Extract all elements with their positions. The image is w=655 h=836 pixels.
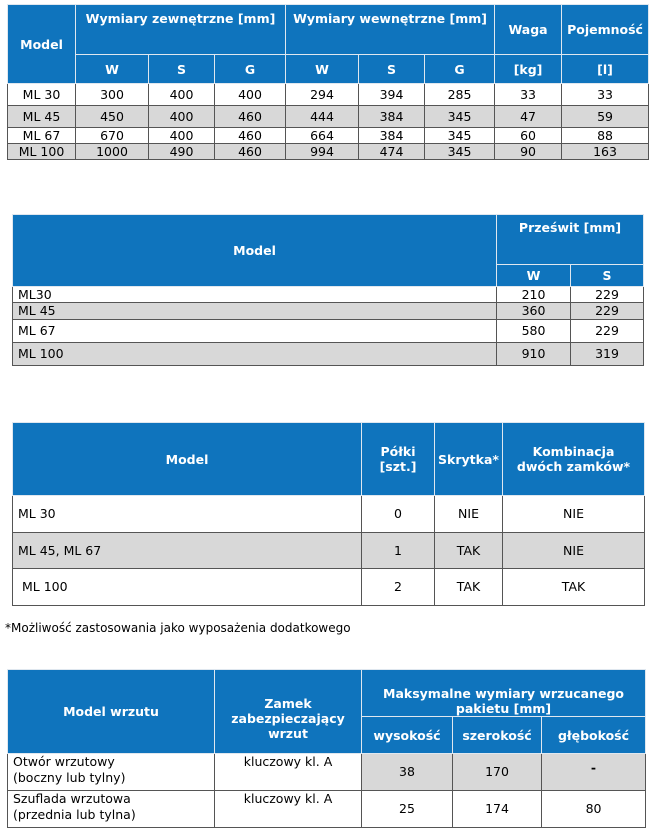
cell: TAK	[503, 569, 645, 606]
cell: 460	[215, 128, 286, 144]
cell: ML 100	[8, 144, 76, 160]
cell: 345	[425, 128, 495, 144]
slot-model-line2: (boczny lub tylny)	[13, 770, 126, 785]
cell: 170	[453, 754, 542, 791]
table-row	[13, 320, 644, 343]
subheader: W	[286, 55, 359, 84]
header-model: Model	[8, 5, 76, 84]
cell: 580	[497, 320, 571, 343]
cell: 80	[542, 791, 646, 828]
header-slot-model: Model wrzutu	[8, 670, 215, 754]
table-row	[8, 84, 649, 106]
cell: 360	[497, 303, 571, 320]
cell: 460	[215, 106, 286, 128]
slot-model-line1: Szuflada wrzutowa	[13, 791, 131, 806]
cell: 384	[359, 128, 425, 144]
cell: 38	[362, 754, 453, 791]
cell: 229	[571, 303, 644, 320]
cell: 33	[562, 84, 649, 106]
subheader: [kg]	[495, 55, 562, 84]
dimensions-table	[7, 4, 649, 160]
slot-model-line2: (przednia lub tylna)	[13, 807, 136, 822]
cell: 300	[76, 84, 149, 106]
cell: TAK	[435, 569, 503, 606]
cell: 994	[286, 144, 359, 160]
header-max-line1: Maksymalne wymiary wrzucanego	[383, 686, 625, 701]
equipment-table	[12, 422, 645, 606]
header-lock-line2: zabezpieczający	[231, 711, 345, 726]
cell: ML 45	[8, 106, 76, 128]
cell: 90	[495, 144, 562, 160]
cell: 400	[215, 84, 286, 106]
cell: 294	[286, 84, 359, 106]
subheader: G	[215, 55, 286, 84]
header-lock-combination	[503, 423, 645, 496]
cell: 229	[571, 320, 644, 343]
clearance-table	[12, 214, 644, 366]
subheader: G	[425, 55, 495, 84]
header-clearance: Prześwit [mm]	[497, 215, 644, 265]
footnote: *Możliwość zastosowania jako wyposażenia dodatkowego	[5, 621, 351, 635]
cell: 210	[497, 287, 571, 303]
table-row	[13, 343, 644, 366]
table-row	[8, 754, 646, 791]
cell: ML 30	[8, 84, 76, 106]
table-row	[8, 791, 646, 828]
cell: 664	[286, 128, 359, 144]
cell: 394	[359, 84, 425, 106]
table-row	[13, 533, 645, 569]
cell: 345	[425, 106, 495, 128]
cell: 285	[425, 84, 495, 106]
cell: 33	[495, 84, 562, 106]
cell: -	[542, 754, 646, 791]
subheader: S	[571, 265, 644, 287]
cell: 60	[495, 128, 562, 144]
cell: 2	[362, 569, 435, 606]
cell: 450	[76, 106, 149, 128]
table-row	[13, 303, 644, 320]
subheader-width: szerokość	[453, 717, 542, 754]
header-max-line2: pakietu [mm]	[455, 701, 552, 716]
cell: 910	[497, 343, 571, 366]
table-row	[13, 496, 645, 533]
header-lock-line3: wrzut	[268, 726, 308, 741]
header-shelves-line1: Półki	[380, 444, 416, 459]
cell-slot-model	[8, 791, 215, 828]
header-combo-line1: Kombinacja	[532, 444, 615, 459]
cell: 163	[562, 144, 649, 160]
cell: ML 100	[13, 569, 362, 606]
table-row	[8, 128, 649, 144]
subheader-depth: głębokość	[542, 717, 646, 754]
cell: ML 67	[13, 320, 497, 343]
cell: NIE	[503, 496, 645, 533]
header-hidden-box: Skrytka*	[435, 423, 503, 496]
table-row	[8, 144, 649, 160]
slot-model-line1: Otwór wrzutowy	[13, 754, 115, 769]
cell: 345	[425, 144, 495, 160]
cell: ML 30	[13, 496, 362, 533]
header-max-dimensions	[362, 670, 646, 717]
cell: 400	[149, 128, 215, 144]
cell: TAK	[435, 533, 503, 569]
cell: 88	[562, 128, 649, 144]
cell: ML 45, ML 67	[13, 533, 362, 569]
header-shelves	[362, 423, 435, 496]
cell: 444	[286, 106, 359, 128]
table-row	[8, 106, 649, 128]
header-model: Model	[13, 215, 497, 287]
cell: 490	[149, 144, 215, 160]
header-model: Model	[13, 423, 362, 496]
subheader: W	[497, 265, 571, 287]
header-inner-dimensions: Wymiary wewnętrzne [mm]	[286, 5, 495, 55]
subheader: W	[76, 55, 149, 84]
cell: NIE	[503, 533, 645, 569]
cell-lock: kluczowy kl. A	[215, 791, 362, 828]
subheader-height: wysokość	[362, 717, 453, 754]
cell: 1000	[76, 144, 149, 160]
header-outer-dimensions: Wymiary zewnętrzne [mm]	[76, 5, 286, 55]
table-row	[13, 287, 644, 303]
cell: ML 45	[13, 303, 497, 320]
subheader: S	[149, 55, 215, 84]
cell: 670	[76, 128, 149, 144]
cell-lock: kluczowy kl. A	[215, 754, 362, 791]
cell: 319	[571, 343, 644, 366]
cell: NIE	[435, 496, 503, 533]
cell: 384	[359, 106, 425, 128]
table-row	[13, 569, 645, 606]
cell: 59	[562, 106, 649, 128]
header-lock-line1: Zamek	[264, 696, 312, 711]
deposit-slot-table	[7, 669, 646, 828]
header-combo-line2: dwóch zamków*	[516, 459, 631, 474]
cell: ML 100	[13, 343, 497, 366]
cell: 174	[453, 791, 542, 828]
cell: 0	[362, 496, 435, 533]
header-lock	[215, 670, 362, 754]
subheader: S	[359, 55, 425, 84]
cell: ML 67	[8, 128, 76, 144]
cell: 25	[362, 791, 453, 828]
cell: 1	[362, 533, 435, 569]
cell: 474	[359, 144, 425, 160]
cell: 400	[149, 106, 215, 128]
cell: 400	[149, 84, 215, 106]
subheader: [l]	[562, 55, 649, 84]
header-weight: Waga	[495, 5, 562, 55]
cell: ML30	[13, 287, 497, 303]
cell: 460	[215, 144, 286, 160]
header-shelves-line2: [szt.]	[379, 459, 417, 474]
cell-slot-model	[8, 754, 215, 791]
cell: 47	[495, 106, 562, 128]
header-capacity: Pojemność	[562, 5, 649, 55]
cell: 229	[571, 287, 644, 303]
